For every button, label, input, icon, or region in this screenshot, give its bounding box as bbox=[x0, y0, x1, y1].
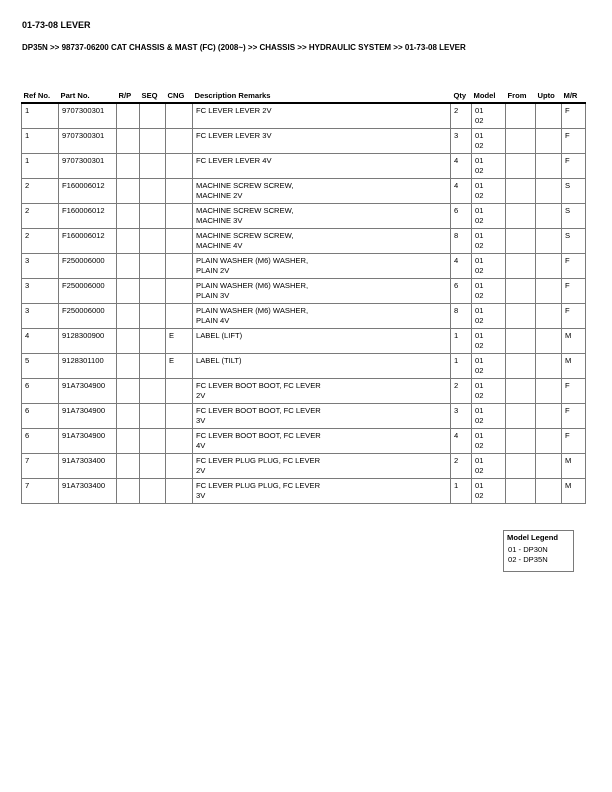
cell-description bbox=[193, 254, 451, 279]
cell-from bbox=[506, 304, 536, 329]
cell-qty: 8 bbox=[451, 304, 472, 329]
cell-line: FC LEVER LEVER 2V bbox=[196, 106, 272, 115]
cell-seq bbox=[140, 254, 166, 279]
cell-model bbox=[472, 304, 506, 329]
table-row bbox=[22, 404, 586, 429]
column-header-rp: R/P bbox=[117, 86, 140, 103]
table-header-row bbox=[22, 86, 586, 103]
cell-line: 02 bbox=[475, 491, 484, 500]
cell-model bbox=[472, 279, 506, 304]
cell-from bbox=[506, 103, 536, 129]
cell-line: 02 bbox=[475, 441, 484, 450]
cell-mr: M bbox=[562, 329, 586, 354]
cell-line: 2V bbox=[196, 466, 206, 475]
cell-part-no: 9707300301 bbox=[59, 103, 117, 129]
cell-qty: 2 bbox=[451, 454, 472, 479]
cell-line: PLAIN WASHER (M6) WASHER, bbox=[196, 281, 309, 290]
cell-seq bbox=[140, 229, 166, 254]
cell-description bbox=[193, 454, 451, 479]
cell-line: PLAIN WASHER (M6) WASHER, bbox=[196, 306, 309, 315]
cell-ref-no: 2 bbox=[22, 229, 59, 254]
breadcrumb: DP35N >> 98737-06200 CAT CHASSIS & MAST (FC) (2008~) >> CHASSIS >> HYDRAULIC SYSTEM >> 01-73-08 LEVER bbox=[22, 43, 466, 52]
table-row bbox=[22, 179, 586, 204]
cell-upto bbox=[536, 129, 562, 154]
cell-seq bbox=[140, 179, 166, 204]
cell-upto bbox=[536, 204, 562, 229]
cell-qty: 4 bbox=[451, 179, 472, 204]
cell-mr: F bbox=[562, 379, 586, 404]
cell-line: 3V bbox=[196, 416, 206, 425]
cell-cng: E bbox=[166, 329, 193, 354]
cell-mr: F bbox=[562, 254, 586, 279]
table-row bbox=[22, 129, 586, 154]
cell-line: MACHINE SCREW SCREW, bbox=[196, 231, 294, 240]
cell-from bbox=[506, 404, 536, 429]
cell-seq bbox=[140, 154, 166, 179]
legend-title: Model Legend bbox=[507, 533, 559, 542]
column-header-mr: M/R bbox=[562, 86, 586, 103]
cell-qty: 2 bbox=[451, 103, 472, 129]
cell-line: PLAIN 4V bbox=[196, 316, 230, 325]
cell-line: 4V bbox=[196, 441, 206, 450]
cell-part-no: 91A7303400 bbox=[59, 454, 117, 479]
cell-qty: 1 bbox=[451, 354, 472, 379]
cell-rp bbox=[117, 204, 140, 229]
column-header-model: Model bbox=[472, 86, 506, 103]
table-row bbox=[22, 379, 586, 404]
cell-ref-no: 2 bbox=[22, 204, 59, 229]
cell-mr: F bbox=[562, 279, 586, 304]
cell-mr: F bbox=[562, 304, 586, 329]
cell-part-no: 9128301100 bbox=[59, 354, 117, 379]
column-header-ref-no: Ref No. bbox=[22, 86, 59, 103]
cell-line: 02 bbox=[475, 141, 484, 150]
parts-table bbox=[21, 86, 586, 504]
cell-qty: 4 bbox=[451, 429, 472, 454]
cell-model bbox=[472, 354, 506, 379]
cell-line: 02 bbox=[475, 116, 484, 125]
cell-seq bbox=[140, 103, 166, 129]
column-header-cng: CNG bbox=[166, 86, 193, 103]
cell-ref-no: 7 bbox=[22, 454, 59, 479]
cell-ref-no: 6 bbox=[22, 379, 59, 404]
cell-ref-no: 6 bbox=[22, 429, 59, 454]
cell-line: 3V bbox=[196, 491, 206, 500]
cell-line: 02 bbox=[475, 316, 484, 325]
cell-upto bbox=[536, 429, 562, 454]
cell-upto bbox=[536, 229, 562, 254]
legend-items bbox=[507, 545, 573, 565]
cell-line: MACHINE SCREW SCREW, bbox=[196, 181, 294, 190]
table-row bbox=[22, 229, 586, 254]
cell-line: 01 bbox=[475, 381, 484, 390]
cell-line: 01 bbox=[475, 131, 484, 140]
cell-line: 02 bbox=[475, 216, 484, 225]
cell-mr: F bbox=[562, 103, 586, 129]
table-body bbox=[22, 103, 586, 504]
cell-line: FC LEVER BOOT BOOT, FC LEVER bbox=[196, 431, 321, 440]
cell-model bbox=[472, 329, 506, 354]
cell-mr: S bbox=[562, 229, 586, 254]
cell-seq bbox=[140, 454, 166, 479]
cell-cng bbox=[166, 304, 193, 329]
cell-mr: S bbox=[562, 179, 586, 204]
cell-cng bbox=[166, 479, 193, 504]
cell-description bbox=[193, 379, 451, 404]
cell-line: MACHINE 2V bbox=[196, 191, 243, 200]
cell-model bbox=[472, 479, 506, 504]
cell-line: FC LEVER LEVER 4V bbox=[196, 156, 272, 165]
cell-description bbox=[193, 154, 451, 179]
column-header-part-no: Part No. bbox=[59, 86, 117, 103]
cell-upto bbox=[536, 329, 562, 354]
table-row bbox=[22, 429, 586, 454]
cell-upto bbox=[536, 454, 562, 479]
cell-line: 02 bbox=[475, 191, 484, 200]
cell-part-no: 91A7303400 bbox=[59, 479, 117, 504]
cell-ref-no: 2 bbox=[22, 179, 59, 204]
cell-line: FC LEVER LEVER 3V bbox=[196, 131, 272, 140]
cell-description bbox=[193, 129, 451, 154]
cell-ref-no: 3 bbox=[22, 279, 59, 304]
cell-mr: F bbox=[562, 129, 586, 154]
cell-upto bbox=[536, 354, 562, 379]
cell-model bbox=[472, 179, 506, 204]
cell-line: 01 bbox=[475, 356, 484, 365]
cell-description bbox=[193, 179, 451, 204]
cell-line: 01 bbox=[475, 481, 484, 490]
table-row bbox=[22, 204, 586, 229]
cell-line: FC LEVER PLUG PLUG, FC LEVER bbox=[196, 456, 321, 465]
cell-ref-no: 4 bbox=[22, 329, 59, 354]
cell-line: 2V bbox=[196, 391, 206, 400]
cell-rp bbox=[117, 154, 140, 179]
cell-ref-no: 1 bbox=[22, 154, 59, 179]
cell-seq bbox=[140, 479, 166, 504]
cell-line: MACHINE SCREW SCREW, bbox=[196, 206, 294, 215]
cell-rp bbox=[117, 454, 140, 479]
cell-cng bbox=[166, 279, 193, 304]
cell-line: PLAIN 3V bbox=[196, 291, 230, 300]
table-row bbox=[22, 479, 586, 504]
cell-cng bbox=[166, 454, 193, 479]
cell-cng: E bbox=[166, 354, 193, 379]
cell-cng bbox=[166, 154, 193, 179]
cell-mr: M bbox=[562, 354, 586, 379]
cell-line: 01 bbox=[475, 231, 484, 240]
cell-part-no: F160006012 bbox=[59, 229, 117, 254]
cell-qty: 2 bbox=[451, 379, 472, 404]
cell-seq bbox=[140, 429, 166, 454]
cell-line: 01 bbox=[475, 256, 484, 265]
cell-line: FC LEVER BOOT BOOT, FC LEVER bbox=[196, 406, 321, 415]
column-header-description: Description Remarks bbox=[193, 86, 451, 103]
cell-ref-no: 1 bbox=[22, 129, 59, 154]
cell-model bbox=[472, 254, 506, 279]
cell-rp bbox=[117, 479, 140, 504]
cell-line: 01 bbox=[475, 156, 484, 165]
cell-ref-no: 3 bbox=[22, 304, 59, 329]
cell-line: 02 bbox=[475, 166, 484, 175]
cell-from bbox=[506, 429, 536, 454]
cell-line: FC LEVER PLUG PLUG, FC LEVER bbox=[196, 481, 321, 490]
cell-qty: 8 bbox=[451, 229, 472, 254]
cell-upto bbox=[536, 379, 562, 404]
table-row bbox=[22, 254, 586, 279]
cell-rp bbox=[117, 354, 140, 379]
cell-qty: 6 bbox=[451, 204, 472, 229]
cell-line: 01 bbox=[475, 306, 484, 315]
cell-qty: 3 bbox=[451, 404, 472, 429]
cell-description bbox=[193, 229, 451, 254]
cell-cng bbox=[166, 254, 193, 279]
cell-cng bbox=[166, 103, 193, 129]
cell-rp bbox=[117, 129, 140, 154]
cell-cng bbox=[166, 429, 193, 454]
cell-seq bbox=[140, 304, 166, 329]
cell-cng bbox=[166, 204, 193, 229]
cell-part-no: 91A7304900 bbox=[59, 379, 117, 404]
cell-line: LABEL (TILT) bbox=[196, 356, 242, 365]
cell-mr: F bbox=[562, 429, 586, 454]
cell-line: 02 bbox=[475, 341, 484, 350]
cell-qty: 6 bbox=[451, 279, 472, 304]
cell-qty: 4 bbox=[451, 254, 472, 279]
cell-seq bbox=[140, 379, 166, 404]
table-row bbox=[22, 103, 586, 129]
cell-upto bbox=[536, 179, 562, 204]
cell-description bbox=[193, 204, 451, 229]
cell-from bbox=[506, 229, 536, 254]
cell-upto bbox=[536, 103, 562, 129]
cell-ref-no: 3 bbox=[22, 254, 59, 279]
table-row bbox=[22, 454, 586, 479]
cell-rp bbox=[117, 429, 140, 454]
cell-upto bbox=[536, 304, 562, 329]
cell-line: 02 bbox=[475, 266, 484, 275]
cell-seq bbox=[140, 354, 166, 379]
column-header-upto: Upto bbox=[536, 86, 562, 103]
cell-model bbox=[472, 229, 506, 254]
cell-line: 02 bbox=[475, 241, 484, 250]
cell-rp bbox=[117, 329, 140, 354]
cell-from bbox=[506, 329, 536, 354]
cell-mr: F bbox=[562, 154, 586, 179]
cell-line: FC LEVER BOOT BOOT, FC LEVER bbox=[196, 381, 321, 390]
cell-part-no: F160006012 bbox=[59, 204, 117, 229]
cell-qty: 1 bbox=[451, 479, 472, 504]
cell-qty: 3 bbox=[451, 129, 472, 154]
cell-from bbox=[506, 279, 536, 304]
cell-ref-no: 7 bbox=[22, 479, 59, 504]
cell-mr: M bbox=[562, 479, 586, 504]
cell-from bbox=[506, 379, 536, 404]
cell-from bbox=[506, 204, 536, 229]
cell-cng bbox=[166, 229, 193, 254]
cell-ref-no: 5 bbox=[22, 354, 59, 379]
cell-part-no: 9707300301 bbox=[59, 129, 117, 154]
cell-mr: F bbox=[562, 404, 586, 429]
cell-line: 02 bbox=[475, 366, 484, 375]
cell-part-no: F250006000 bbox=[59, 279, 117, 304]
cell-line: 01 bbox=[475, 281, 484, 290]
cell-description bbox=[193, 329, 451, 354]
cell-model bbox=[472, 154, 506, 179]
cell-description bbox=[193, 479, 451, 504]
table-row bbox=[22, 154, 586, 179]
cell-description bbox=[193, 304, 451, 329]
cell-ref-no: 6 bbox=[22, 404, 59, 429]
legend-item: 01 - DP30N bbox=[508, 545, 548, 554]
table-row bbox=[22, 329, 586, 354]
cell-upto bbox=[536, 254, 562, 279]
cell-rp bbox=[117, 254, 140, 279]
cell-model bbox=[472, 379, 506, 404]
cell-qty: 1 bbox=[451, 329, 472, 354]
cell-line: MACHINE 3V bbox=[196, 216, 243, 225]
cell-from bbox=[506, 179, 536, 204]
cell-cng bbox=[166, 179, 193, 204]
cell-line: 02 bbox=[475, 416, 484, 425]
cell-line: 02 bbox=[475, 291, 484, 300]
cell-from bbox=[506, 129, 536, 154]
cell-part-no: 91A7304900 bbox=[59, 429, 117, 454]
cell-model bbox=[472, 103, 506, 129]
cell-seq bbox=[140, 329, 166, 354]
cell-from bbox=[506, 354, 536, 379]
cell-description bbox=[193, 354, 451, 379]
cell-rp bbox=[117, 304, 140, 329]
cell-seq bbox=[140, 404, 166, 429]
cell-model bbox=[472, 429, 506, 454]
column-header-qty: Qty bbox=[451, 86, 472, 103]
cell-cng bbox=[166, 129, 193, 154]
cell-line: LABEL (LIFT) bbox=[196, 331, 243, 340]
cell-from bbox=[506, 454, 536, 479]
cell-model bbox=[472, 404, 506, 429]
cell-line: 02 bbox=[475, 391, 484, 400]
table-row bbox=[22, 279, 586, 304]
cell-part-no: F160006012 bbox=[59, 179, 117, 204]
cell-cng bbox=[166, 379, 193, 404]
cell-part-no: 91A7304900 bbox=[59, 404, 117, 429]
cell-line: 02 bbox=[475, 466, 484, 475]
page-title: 01-73-08 LEVER bbox=[22, 20, 91, 30]
cell-line: PLAIN WASHER (M6) WASHER, bbox=[196, 256, 309, 265]
cell-rp bbox=[117, 179, 140, 204]
cell-from bbox=[506, 479, 536, 504]
cell-qty: 4 bbox=[451, 154, 472, 179]
cell-line: 01 bbox=[475, 456, 484, 465]
cell-rp bbox=[117, 379, 140, 404]
cell-line: MACHINE 4V bbox=[196, 241, 243, 250]
cell-rp bbox=[117, 404, 140, 429]
cell-cng bbox=[166, 404, 193, 429]
cell-ref-no: 1 bbox=[22, 103, 59, 129]
model-legend bbox=[503, 530, 574, 572]
cell-line: 01 bbox=[475, 406, 484, 415]
cell-rp bbox=[117, 103, 140, 129]
cell-upto bbox=[536, 154, 562, 179]
cell-seq bbox=[140, 129, 166, 154]
table-row bbox=[22, 354, 586, 379]
column-header-seq: SEQ bbox=[140, 86, 166, 103]
cell-description bbox=[193, 404, 451, 429]
cell-line: 01 bbox=[475, 106, 484, 115]
cell-line: 01 bbox=[475, 181, 484, 190]
cell-from bbox=[506, 254, 536, 279]
cell-part-no: F250006000 bbox=[59, 254, 117, 279]
cell-upto bbox=[536, 404, 562, 429]
cell-model bbox=[472, 129, 506, 154]
cell-rp bbox=[117, 279, 140, 304]
cell-description bbox=[193, 429, 451, 454]
cell-part-no: F250006000 bbox=[59, 304, 117, 329]
column-header-from: From bbox=[506, 86, 536, 103]
cell-from bbox=[506, 154, 536, 179]
table-row bbox=[22, 304, 586, 329]
cell-rp bbox=[117, 229, 140, 254]
cell-mr: M bbox=[562, 454, 586, 479]
cell-seq bbox=[140, 279, 166, 304]
cell-line: 01 bbox=[475, 206, 484, 215]
cell-upto bbox=[536, 279, 562, 304]
cell-line: PLAIN 2V bbox=[196, 266, 230, 275]
cell-mr: S bbox=[562, 204, 586, 229]
cell-upto bbox=[536, 479, 562, 504]
cell-part-no: 9128300900 bbox=[59, 329, 117, 354]
cell-description bbox=[193, 103, 451, 129]
cell-seq bbox=[140, 204, 166, 229]
cell-line: 01 bbox=[475, 331, 484, 340]
cell-part-no: 9707300301 bbox=[59, 154, 117, 179]
cell-model bbox=[472, 454, 506, 479]
cell-line: 01 bbox=[475, 431, 484, 440]
legend-item: 02 - DP35N bbox=[508, 555, 548, 564]
cell-model bbox=[472, 204, 506, 229]
cell-description bbox=[193, 279, 451, 304]
